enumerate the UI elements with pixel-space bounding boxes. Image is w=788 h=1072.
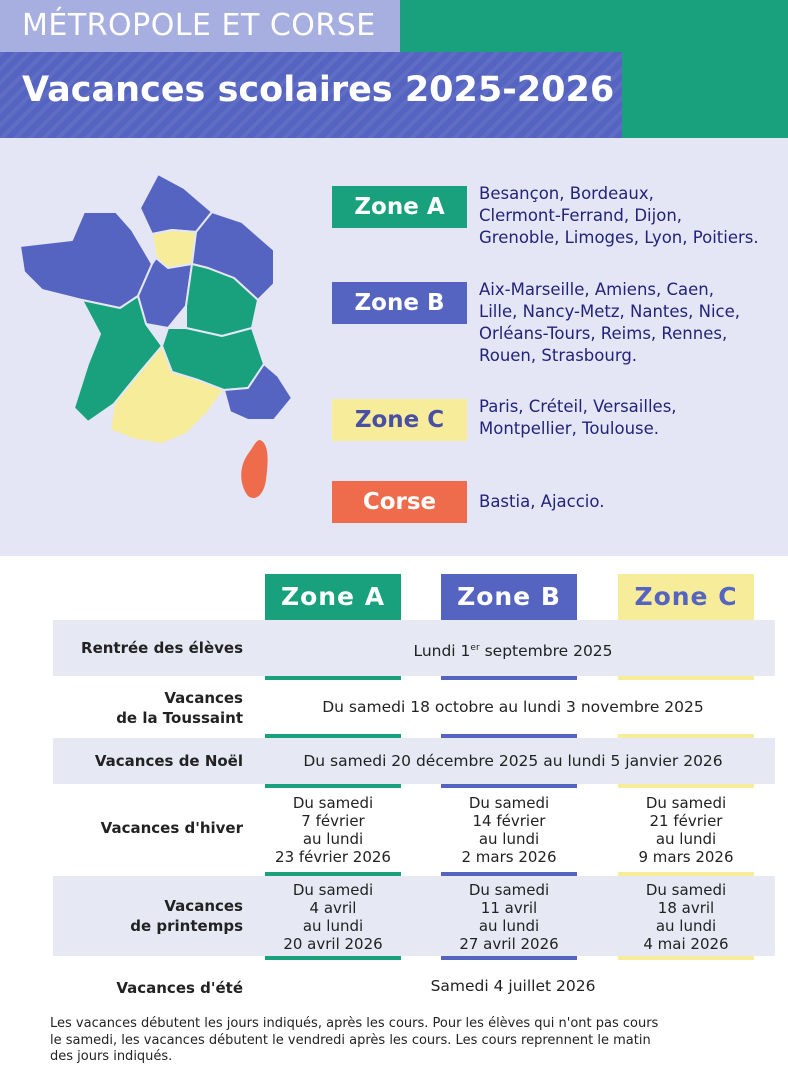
title-bar — [0, 52, 622, 138]
legend-line: Clermont-Ferrand, Dijon, — [479, 206, 683, 225]
legend-line: Bastia, Ajaccio. — [479, 492, 605, 511]
legend-line: Grenoble, Limoges, Lyon, Poitiers. — [479, 228, 759, 247]
legend-text-zone-b — [479, 279, 740, 367]
date-line: Du samedi — [292, 881, 374, 899]
legend-badge-zone-b: Zone B — [332, 282, 467, 324]
map-region-corse — [241, 440, 267, 498]
row-label-line: de printemps — [130, 917, 243, 935]
noel-dates: Du samedi 20 décembre 2025 au lundi 5 janvier 2026 — [303, 752, 723, 770]
row-label-noel: Vacances de Noël — [94, 752, 243, 770]
legend-line: Aix-Marseille, Amiens, Caen, — [479, 280, 714, 299]
date-line: au lundi — [655, 830, 717, 848]
column-header-zone-b: Zone B — [441, 574, 577, 620]
map-region-zone-b-west — [20, 212, 152, 308]
date-line: 11 avril — [480, 899, 538, 917]
region-label: MÉTROPOLE ET CORSE — [0, 0, 400, 52]
footnote-line: Les vacances débutent les jours indiqués, après les cours. Pour les élèves qui n'ont pas cours — [50, 1016, 659, 1031]
row-label-hiver: Vacances d'hiver — [100, 819, 243, 837]
date-line: 14 février — [472, 812, 546, 830]
column-header-zone-c: Zone C — [618, 574, 754, 620]
legend-badge-zone-c: Zone C — [332, 399, 467, 441]
row-label-toussaint — [53, 688, 243, 728]
legend-line: Besançon, Bordeaux, — [479, 184, 654, 203]
column-header-zone-a: Zone A — [265, 574, 401, 620]
date-line: au lundi — [478, 830, 540, 848]
legend-line: Rouen, Strasbourg. — [479, 346, 638, 365]
legend-line: Orléans-Tours, Reims, Rennes, — [479, 324, 728, 343]
map-section — [0, 138, 788, 556]
row-label-line: Vacances — [164, 897, 243, 915]
table-row-noel — [53, 738, 775, 784]
page-title: Vacances scolaires 2025-2026 — [22, 70, 615, 110]
france-zones-map — [12, 168, 312, 518]
rentree-date-text-end: septembre 2025 — [479, 642, 613, 661]
rentree-date — [258, 638, 768, 661]
date-line: 7 février — [301, 812, 365, 830]
table-row-ete — [53, 960, 775, 1010]
date-line: Du samedi — [292, 794, 374, 812]
printemps-zone-c — [618, 881, 754, 953]
table-row-toussaint — [53, 680, 775, 734]
row-label-line: Vacances — [164, 689, 243, 707]
rentree-date-text: Lundi 1 — [413, 642, 471, 661]
date-line: au lundi — [302, 830, 364, 848]
date-line: au lundi — [655, 917, 717, 935]
date-line: 4 mai 2026 — [643, 935, 729, 953]
hiver-zone-b — [441, 794, 577, 866]
date-line: Du samedi — [645, 794, 727, 812]
header — [0, 0, 788, 138]
date-line: 18 avril — [657, 899, 715, 917]
hiver-zone-a — [265, 794, 401, 866]
row-label-printemps — [53, 896, 243, 936]
legend-line: Paris, Créteil, Versailles, — [479, 397, 677, 416]
legend-badge-corse: Corse — [332, 481, 467, 523]
printemps-zone-a — [265, 881, 401, 953]
hiver-zone-c — [618, 794, 754, 866]
date-line: au lundi — [302, 917, 364, 935]
row-label-line: de la Toussaint — [116, 709, 243, 727]
ete-date: Samedi 4 juillet 2026 — [430, 977, 596, 995]
date-line: 20 avril 2026 — [283, 935, 383, 953]
rentree-date-sup: er — [470, 643, 480, 653]
legend-line: Lille, Nancy-Metz, Nantes, Nice, — [479, 302, 741, 321]
date-line: Du samedi — [645, 881, 727, 899]
date-line: 21 février — [649, 812, 723, 830]
date-line: 23 février 2026 — [275, 848, 391, 866]
date-line: au lundi — [478, 917, 540, 935]
date-line: 27 avril 2026 — [459, 935, 559, 953]
row-label-ete: Vacances d'été — [116, 979, 243, 997]
date-line: Du samedi — [468, 881, 550, 899]
footnote-line: le samedi, les vacances débutent le vendredi après les cours. Les cours reprennent le matin — [50, 1032, 651, 1048]
legend-text-zone-a — [479, 183, 759, 249]
date-line: 9 mars 2026 — [638, 848, 734, 866]
legend-text-corse — [479, 491, 604, 513]
printemps-zone-b — [441, 881, 577, 953]
date-line: Du samedi — [468, 794, 550, 812]
footnote-line: des jours indiqués. — [50, 1049, 173, 1064]
date-line: 4 avril — [309, 899, 357, 917]
footnote — [50, 1016, 740, 1066]
row-label-rentree: Rentrée des élèves — [81, 639, 243, 657]
toussaint-dates: Du samedi 18 octobre au lundi 3 novembre 2025 — [322, 698, 704, 716]
holiday-table — [0, 556, 788, 1072]
legend-line: Montpellier, Toulouse. — [479, 419, 660, 438]
date-line: 2 mars 2026 — [461, 848, 557, 866]
legend-badge-zone-a: Zone A — [332, 186, 467, 228]
legend-text-zone-c — [479, 396, 677, 440]
table-row-rentree — [53, 620, 775, 676]
